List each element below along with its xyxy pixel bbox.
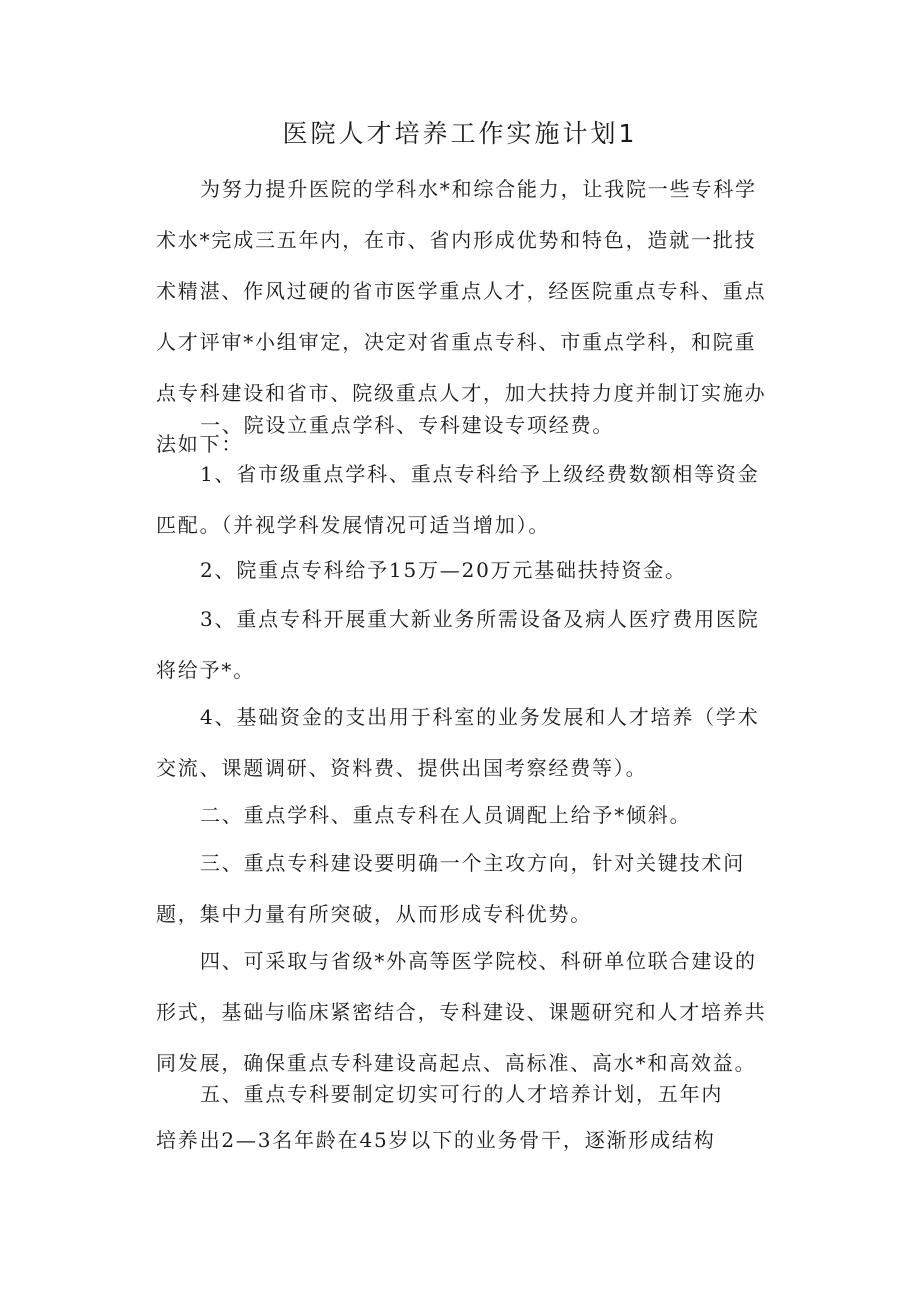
paragraph-section-2: 二、重点学科、重点专科在人员调配上给予*倾斜。 <box>200 803 692 827</box>
paragraph-item-3: 3、重点专科开展重大新业务所需设备及病人医疗费用医院将给予*。 <box>156 607 760 682</box>
paragraph-section-5-line-1: 五、重点专科要制定切实可行的人才培养计划，五年内 <box>200 1082 724 1106</box>
paragraph-section-4: 四、可采取与省级*外高等医学院校、科研单位联合建设的形式，基础与临床紧密结合，专科建设、课题研究和人才培养共同发展，确保重点专科建设高起点、高标准、高水*和高效益。 <box>156 949 767 1075</box>
paragraph-item-2: 2、院重点专科给予15万—20万元基础扶持资金。 <box>200 558 687 582</box>
document-title: 医院人才培养工作实施计划1 <box>282 119 638 148</box>
paragraph-intro: 为努力提升医院的学科水*和综合能力，让我院一些专科学术水*完成三五年内，在市、省内形成优势和特色，造就一批技术精湛、作风过硬的省市医学重点人才，经医院重点专科、重点人才评审*小组审定，决定对省重点专科、市重点学科，和院重点专科建设和省市、院级重点人才，加大扶持力度并制订实施办法如下： <box>156 177 767 456</box>
paragraph-item-1: 1、省市级重点学科、重点专科给予上级经费数额相等资金匹配。（并视学科发展情况可适当增加）。 <box>156 462 760 537</box>
paragraph-section-1: 一、院设立重点学科、专科建设专项经费。 <box>200 413 615 437</box>
paragraph-section-5-line-2: 培养出2—3名年龄在45岁以下的业务骨干，逐渐形成结构 <box>156 1128 716 1152</box>
paragraph-item-4: 4、基础资金的支出用于科室的业务发展和人才培养（学术交流、课题调研、资料费、提供出国考察经费等）。 <box>156 705 760 780</box>
paragraph-section-3: 三、重点专科建设要明确一个主攻方向，针对关键技术问题，集中力量有所突破，从而形成专科优势。 <box>156 851 745 926</box>
